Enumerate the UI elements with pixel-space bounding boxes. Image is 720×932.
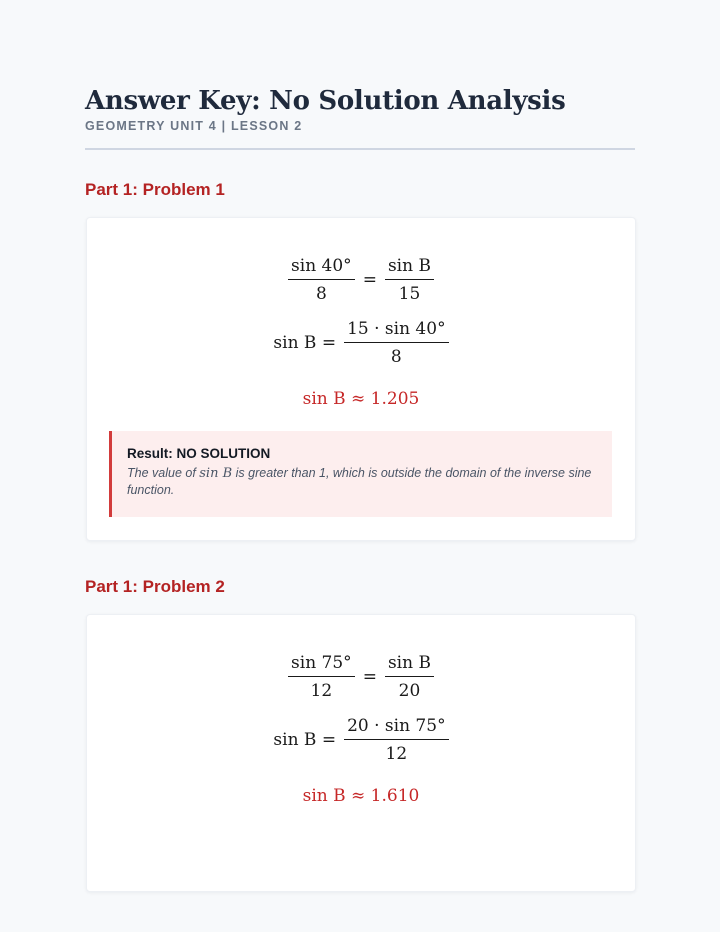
fraction-denominator: 15 <box>398 284 421 304</box>
problem-2-card <box>86 614 636 892</box>
page-title: Answer Key: No Solution Analysis <box>85 86 566 116</box>
fraction <box>288 256 355 304</box>
fraction <box>385 653 434 701</box>
fraction-denominator: 20 <box>398 681 421 701</box>
problem-2-equation-1 <box>87 653 635 701</box>
alert-text-math: sin B <box>199 466 233 481</box>
fraction-numerator: sin 75° <box>291 653 352 673</box>
problem-2-equation-2 <box>87 716 635 764</box>
problem-1-result: sin B ≈ 1.205 <box>302 389 420 409</box>
equation-lhs: sin B = <box>273 730 337 750</box>
fraction-numerator: sin 40° <box>291 256 352 276</box>
problem-1-heading: Part 1: Problem 1 <box>85 180 225 199</box>
fraction-denominator: 8 <box>390 347 402 367</box>
problem-2-heading: Part 1: Problem 2 <box>85 577 225 596</box>
equals-sign: = <box>362 270 377 290</box>
fraction <box>344 319 449 367</box>
equation-lhs: sin B = <box>273 333 337 353</box>
page-subtitle: GEOMETRY UNIT 4 | LESSON 2 <box>85 119 303 133</box>
problem-1-equation-2 <box>87 319 635 367</box>
fraction-numerator: sin B <box>387 653 431 673</box>
fraction <box>385 256 434 304</box>
alert-text-part: is greater than 1, which is outside the domain of the inverse sine function. <box>127 466 592 497</box>
problem-1-equation-1 <box>87 256 635 304</box>
no-solution-alert <box>109 431 612 517</box>
fraction-denominator: 12 <box>310 681 333 701</box>
fraction-denominator: 12 <box>385 744 408 764</box>
problem-2-result: sin B ≈ 1.610 <box>302 786 420 806</box>
page-header <box>85 86 635 133</box>
header-divider <box>85 148 635 150</box>
fraction-denominator: 8 <box>315 284 327 304</box>
fraction-numerator: sin B <box>387 256 431 276</box>
fraction-numerator: 20 · sin 75° <box>347 716 446 736</box>
alert-text <box>127 465 596 499</box>
alert-title: Result: NO SOLUTION <box>127 446 271 461</box>
fraction-numerator: 15 · sin 40° <box>347 319 446 339</box>
fraction <box>344 716 449 764</box>
fraction <box>288 653 355 701</box>
equals-sign: = <box>362 667 377 687</box>
problem-1-card <box>86 217 636 541</box>
alert-text-part: The value of <box>127 466 200 480</box>
